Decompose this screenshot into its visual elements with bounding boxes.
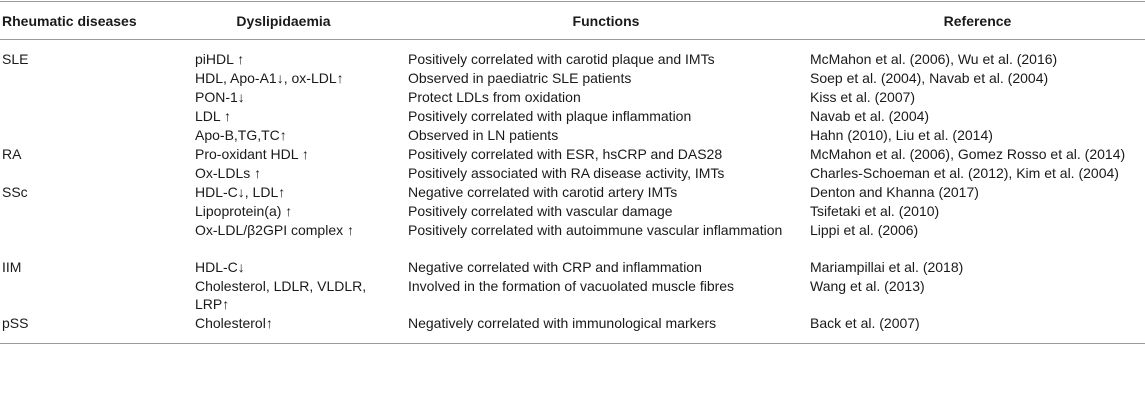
- table-row: [0, 277, 1145, 314]
- cell-disease: [0, 107, 165, 126]
- cell-disease: pSS: [2, 315, 29, 331]
- table-body: [0, 40, 1145, 344]
- cell-disease: SLE: [2, 51, 29, 67]
- cell-reference: Wang et al. (2013): [810, 278, 925, 294]
- table-row: [0, 183, 1145, 202]
- cell-reference: Denton and Khanna (2017): [810, 184, 979, 200]
- cell-functions: Positively associated with RA disease activity, IMTs: [408, 165, 725, 181]
- cell-reference: Lippi et al. (2006): [810, 222, 919, 238]
- cell-reference: Soep et al. (2004), Navab et al. (2004): [810, 70, 1049, 86]
- cell-functions: Negative correlated with CRP and inflammation: [408, 259, 702, 275]
- table-row: [0, 145, 1145, 164]
- cell-disease: [0, 126, 165, 145]
- cell-functions: Protect LDLs from oxidation: [408, 89, 581, 105]
- cell-disease: [0, 164, 165, 183]
- cell-dyslipidaemia: Cholesterol↑: [195, 315, 273, 331]
- cell-dyslipidaemia: Cholesterol, LDLR, VLDLR, LRP↑: [195, 278, 367, 312]
- cell-reference: Navab et al. (2004): [810, 108, 930, 124]
- header-dyslipidaemia: Dyslipidaemia: [236, 13, 331, 29]
- cell-reference: Tsifetaki et al. (2010): [810, 203, 940, 219]
- cell-functions: Positively correlated with ESR, hsCRP and DAS28: [408, 146, 723, 162]
- header-functions: Functions: [572, 13, 640, 29]
- cell-dyslipidaemia: Ox-LDL/β2GPI complex ↑: [195, 222, 354, 238]
- cell-functions: Positively correlated with autoimmune vascular inflammation: [408, 222, 783, 238]
- cell-dyslipidaemia: Ox-LDLs ↑: [195, 165, 262, 181]
- table-row: [0, 69, 1145, 88]
- cell-disease: [0, 88, 165, 107]
- cell-functions: Observed in LN patients: [408, 127, 559, 143]
- dyslipidaemia-table: [0, 1, 1145, 344]
- table-row: [0, 107, 1145, 126]
- table-row: [0, 258, 1145, 277]
- cell-functions: Negatively correlated with immunological markers: [408, 315, 717, 331]
- table-row: [0, 221, 1145, 258]
- cell-dyslipidaemia: LDL ↑: [195, 108, 232, 124]
- cell-dyslipidaemia: HDL-C↓, LDL↑: [195, 184, 286, 200]
- table-header: [0, 2, 1145, 40]
- header-reference: Reference: [943, 13, 1012, 29]
- cell-dyslipidaemia: Apo-B,TG,TC↑: [195, 127, 287, 143]
- cell-disease: RA: [2, 146, 22, 162]
- cell-functions: Involved in the formation of vacuolated muscle fibres: [408, 278, 735, 294]
- table-row: [0, 88, 1145, 107]
- cell-functions: Observed in paediatric SLE patients: [408, 70, 632, 86]
- cell-dyslipidaemia: PON-1↓: [195, 89, 245, 105]
- cell-functions: Negative correlated with carotid artery IMTs: [408, 184, 678, 200]
- cell-disease: IIM: [2, 259, 22, 275]
- cell-functions: Positively correlated with vascular damage: [408, 203, 673, 219]
- cell-disease: [0, 221, 165, 258]
- table-row: [0, 126, 1145, 145]
- cell-functions: Positively correlated with plaque inflammation: [408, 108, 692, 124]
- cell-dyslipidaemia: Pro-oxidant HDL ↑: [195, 146, 309, 162]
- table-row: [0, 40, 1145, 70]
- cell-disease: SSc: [2, 184, 28, 200]
- table-row: [0, 314, 1145, 344]
- cell-dyslipidaemia: Lipoprotein(a) ↑: [195, 203, 293, 219]
- cell-reference: Back et al. (2007): [810, 315, 920, 331]
- cell-dyslipidaemia: piHDL ↑: [195, 51, 245, 67]
- table-row: [0, 202, 1145, 221]
- cell-disease: [0, 202, 165, 221]
- cell-disease: [0, 277, 165, 314]
- cell-reference: Mariampillai et al. (2018): [810, 259, 964, 275]
- cell-disease: [0, 69, 165, 88]
- cell-reference: McMahon et al. (2006), Gomez Rosso et al. (2014): [810, 146, 1126, 162]
- header-disease: Rheumatic diseases: [2, 13, 137, 29]
- cell-reference: Charles-Schoeman et al. (2012), Kim et al. (2004): [810, 165, 1119, 181]
- cell-functions: Positively correlated with carotid plaque and IMTs: [408, 51, 715, 67]
- table-row: [0, 164, 1145, 183]
- header-row: [0, 2, 1145, 40]
- cell-reference: Hahn (2010), Liu et al. (2014): [810, 127, 993, 143]
- cell-dyslipidaemia: HDL, Apo-A1↓, ox-LDL↑: [195, 70, 344, 86]
- cell-dyslipidaemia: HDL-C↓: [195, 259, 245, 275]
- cell-reference: McMahon et al. (2006), Wu et al. (2016): [810, 51, 1058, 67]
- cell-reference: Kiss et al. (2007): [810, 89, 916, 105]
